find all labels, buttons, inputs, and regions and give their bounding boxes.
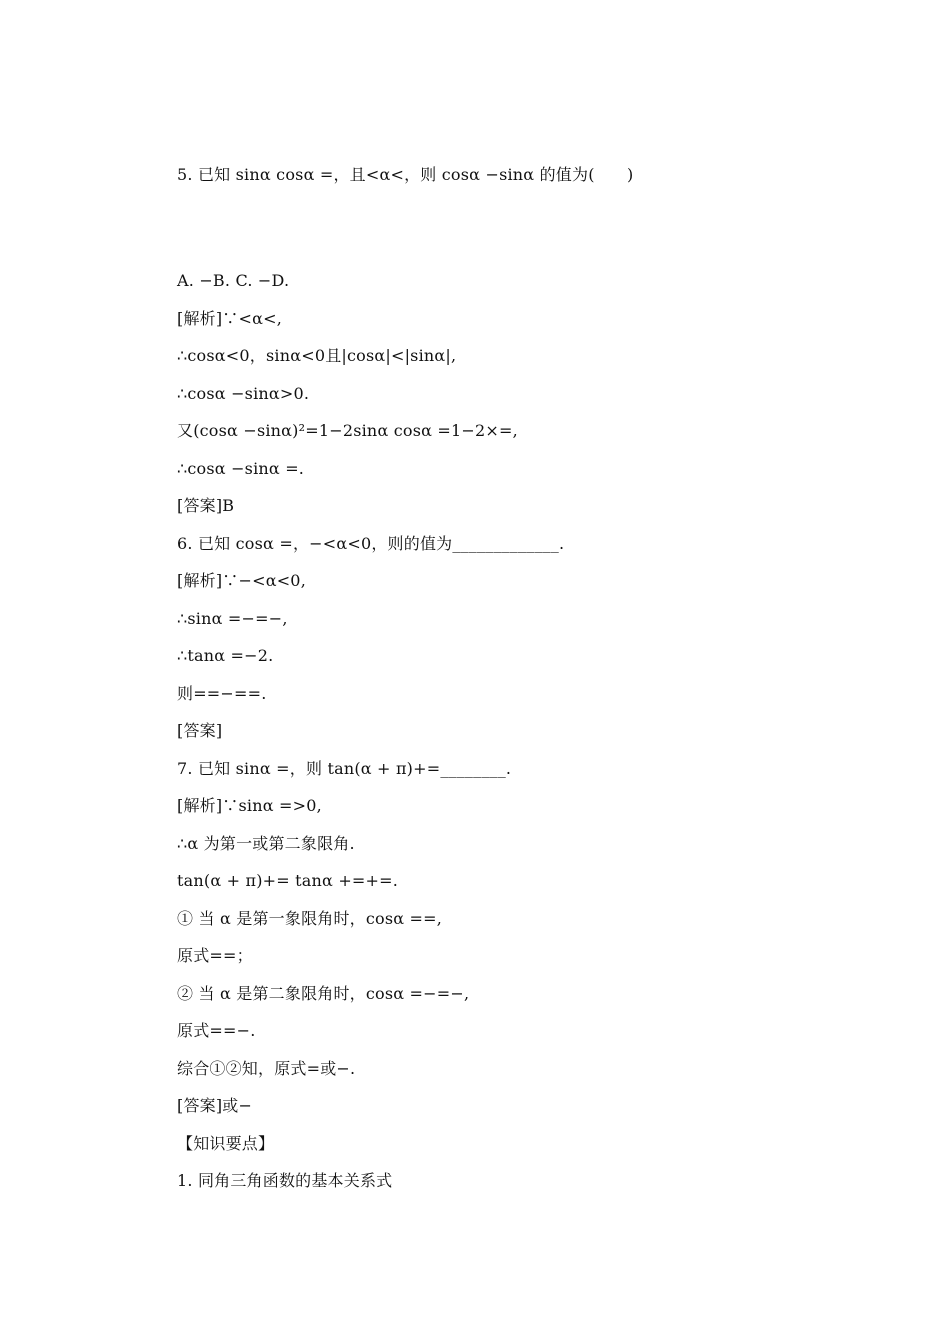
problem-5-analysis-2: ∴cosα<0，sinα<0且|cosα|<|sinα|, bbox=[177, 346, 457, 365]
section-heading-key-points: 【知识要点】 bbox=[177, 1134, 275, 1153]
key-point-1: 1. 同角三角函数的基本关系式 bbox=[177, 1171, 393, 1190]
problem-5-analysis-5: ∴cosα −sinα =. bbox=[177, 459, 305, 478]
problem-7-case-1: ① 当 α 是第一象限角时，cosα ==, bbox=[177, 909, 443, 928]
problem-6-analysis-3: ∴tanα =−2. bbox=[177, 646, 274, 665]
problem-7-conclusion: 综合①②知，原式=或−. bbox=[177, 1059, 356, 1078]
problem-5-answer: [答案]B bbox=[177, 496, 235, 515]
problem-7-case-1-result: 原式==； bbox=[177, 946, 253, 965]
problem-7-case-2: ② 当 α 是第二象限角时，cosα =−=−, bbox=[177, 984, 470, 1003]
problem-5-statement: 5. 已知 sinα cosα =，且<α<，则 cosα −sinα 的值为( ) bbox=[177, 165, 634, 184]
problem-7-analysis-2: ∴α 为第一或第二象限角. bbox=[177, 834, 355, 853]
problem-6-analysis-4: 则==−==. bbox=[177, 684, 267, 703]
problem-5-analysis-1: [解析]∵<α<, bbox=[177, 309, 282, 328]
problem-7-analysis-1: [解析]∵sinα =>0, bbox=[177, 796, 322, 815]
problem-7-case-2-result: 原式==−. bbox=[177, 1021, 256, 1040]
problem-7-statement: 7. 已知 sinα =，则 tan(α + π)+=________. bbox=[177, 759, 512, 778]
problem-6-analysis-1: [解析]∵−<α<0, bbox=[177, 571, 306, 590]
problem-5-analysis-4: 又(cosα −sinα)²=1−2sinα cosα =1−2×=, bbox=[177, 421, 518, 440]
problem-5-options: A. −B. C. −D. bbox=[177, 271, 290, 290]
problem-6-analysis-2: ∴sinα =−=−, bbox=[177, 609, 288, 628]
problem-5-analysis-3: ∴cosα −sinα>0. bbox=[177, 384, 310, 403]
problem-6-statement: 6. 已知 cosα =，−<α<0，则的值为_____________. bbox=[177, 534, 565, 553]
problem-7-analysis-3: tan(α + π)+= tanα +=+=. bbox=[177, 871, 399, 890]
problem-7-answer: [答案]或− bbox=[177, 1096, 253, 1115]
problem-6-answer: [答案] bbox=[177, 721, 223, 740]
